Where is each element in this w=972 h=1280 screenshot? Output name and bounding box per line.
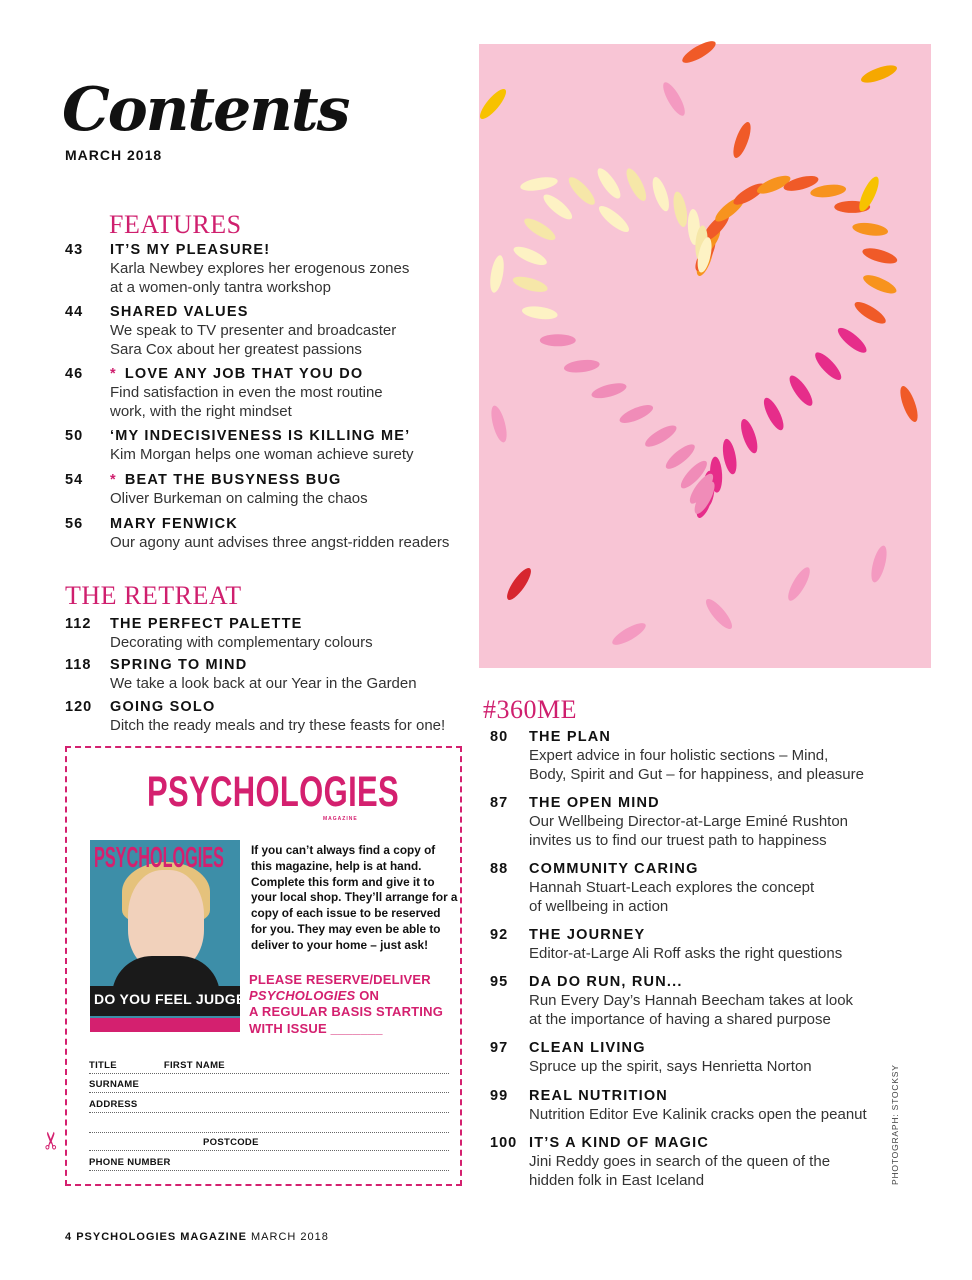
cover-headline: DO YOU FEEL JUDGED? <box>90 986 240 1016</box>
entry-page: 120 <box>65 699 93 715</box>
entry-page: 50 <box>65 428 84 444</box>
page-footer: 4 PSYCHOLOGIES MAGAZINE MARCH 2018 <box>65 1231 329 1243</box>
page-title: Contents <box>62 75 349 145</box>
entry-title: REAL NUTRITION <box>529 1088 668 1104</box>
form-reserve-text: PLEASE RESERVE/DELIVER PSYCHOLOGIES ON A REGULAR BASIS STARTING WITH ISSUE _______ <box>249 972 444 1036</box>
entry-desc: Spruce up the spirit, says Henrietta Norton <box>529 1058 812 1075</box>
address-field[interactable]: ADDRESS <box>89 1099 449 1113</box>
entry-desc: Nutrition Editor Eve Kalinik cracks open the peanut <box>529 1106 867 1123</box>
entry-page: 80 <box>490 729 509 745</box>
entry-desc: Oliver Burkeman on calming the chaos <box>110 490 368 507</box>
entry-desc: Run Every Day’s Hannah Beecham takes at look at the importance of having a shared purpose <box>529 992 854 1028</box>
entry-title: IT’S A KIND OF MAGIC <box>529 1135 710 1151</box>
entry-desc: Decorating with complementary colours <box>110 634 373 651</box>
entry-desc: Kim Morgan helps one woman achieve surety <box>110 446 414 463</box>
entry-title: THE PLAN <box>529 729 612 745</box>
phone-field[interactable]: PHONE NUMBER <box>89 1157 449 1171</box>
entry-title: THE OPEN MIND <box>529 795 660 811</box>
star-icon: * <box>110 366 117 382</box>
entry-title: THE JOURNEY <box>529 927 646 943</box>
entry-page: 44 <box>65 304 84 320</box>
entry-title: SHARED VALUES <box>110 304 249 320</box>
entry-page: 112 <box>65 616 92 632</box>
entry-desc: Jini Reddy goes in search of the queen of the hidden folk in East Iceland <box>529 1153 831 1189</box>
entry-desc: Editor-at-Large Ali Roff asks the right questions <box>529 945 843 962</box>
form-intro: If you can’t always find a copy of this magazine, help is at hand. Complete this form and give it to your local shop. They’ll arrange for a copy of each issue to be reserved for you. They may even be able to deliver to your home – just ask! <box>251 843 458 952</box>
entry-desc: Expert advice in four holistic sections – Mind, Body, Spirit and Gut – for happiness, and pleasure <box>529 747 864 783</box>
entry-title: GOING SOLO <box>110 699 216 715</box>
star-icon: * <box>110 472 117 488</box>
entry-page: 88 <box>490 861 509 877</box>
features-heading: FEATURES <box>109 210 242 239</box>
form-logo-sub: MAGAZINE <box>323 816 358 822</box>
issue-date: MARCH 2018 <box>65 147 163 163</box>
scissors-icon: ✂ <box>38 1130 66 1151</box>
reservation-form <box>65 746 462 1186</box>
cover-masthead: PSYCHOLOGIES <box>94 842 224 874</box>
entry-desc: Find satisfaction in even the most routine work, with the right mindset <box>110 384 383 420</box>
entry-title: THE PERFECT PALETTE <box>110 616 303 632</box>
entry-title: CLEAN LIVING <box>529 1040 646 1056</box>
surname-field[interactable]: SURNAME <box>89 1079 449 1093</box>
entry-page: 56 <box>65 516 84 532</box>
entry-page: 54 <box>65 472 84 488</box>
address-line-2-field[interactable] <box>89 1119 449 1133</box>
me360-heading: #360ME <box>483 695 577 724</box>
cover-face <box>128 870 204 970</box>
form-logo: PSYCHOLOGIES <box>147 768 400 816</box>
entry-page: 95 <box>490 974 509 990</box>
entry-title: * BEAT THE BUSYNESS BUG <box>110 472 342 488</box>
entry-desc: Our agony aunt advises three angst-ridden readers <box>110 534 450 551</box>
postcode-field[interactable]: POSTCODE <box>89 1137 449 1151</box>
retreat-heading: THE RETREAT <box>65 581 242 610</box>
photo-credit: PHOTOGRAPH: STOCKSY <box>890 1064 900 1185</box>
entry-page: 99 <box>490 1088 509 1104</box>
entry-page: 92 <box>490 927 509 943</box>
entry-desc: Ditch the ready meals and try these feasts for one! <box>110 717 446 734</box>
entry-page: 100 <box>490 1135 518 1151</box>
petal <box>540 334 576 346</box>
entry-desc: We speak to TV presenter and broadcaster Sara Cox about her greatest passions <box>110 322 397 358</box>
title-firstname-field[interactable]: TITLE FIRST NAME <box>89 1060 449 1074</box>
entry-desc: Our Wellbeing Director-at-Large Eminé Rushton invites us to find our truest path to happiness <box>529 813 849 849</box>
entry-page: 118 <box>65 657 92 673</box>
cover-strip <box>90 1018 240 1032</box>
entry-title: SPRING TO MIND <box>110 657 248 673</box>
entry-title: * LOVE ANY JOB THAT YOU DO <box>110 366 364 382</box>
entry-page: 46 <box>65 366 84 382</box>
entry-desc: Hannah Stuart-Leach explores the concept of wellbeing in action <box>529 879 815 915</box>
entry-desc: Karla Newbey explores her erogenous zones at a women-only tantra workshop <box>110 260 410 296</box>
entry-page: 97 <box>490 1040 509 1056</box>
entry-title: ‘MY INDECISIVENESS IS KILLING ME’ <box>110 428 411 444</box>
magazine-cover <box>90 840 265 1032</box>
entry-title: DA DO RUN, RUN... <box>529 974 683 990</box>
entry-title: MARY FENWICK <box>110 516 238 532</box>
entry-title: COMMUNITY CARING <box>529 861 699 877</box>
entry-title: IT’S MY PLEASURE! <box>110 242 271 258</box>
entry-page: 43 <box>65 242 84 258</box>
entry-page: 87 <box>490 795 509 811</box>
entry-desc: We take a look back at our Year in the Garden <box>110 675 417 692</box>
heart-petals-photo <box>479 44 931 668</box>
